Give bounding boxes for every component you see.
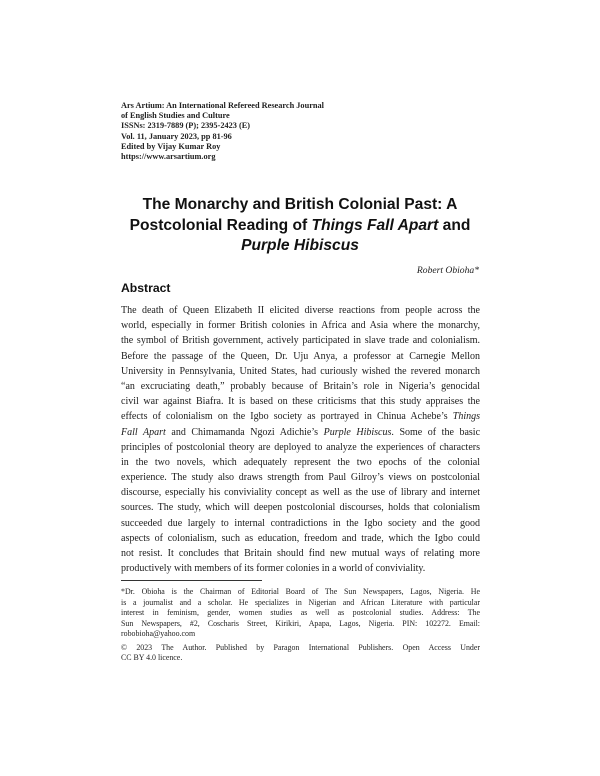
title-line-2 <box>60 216 540 237</box>
footnote-email[interactable]: robobioha@yahoo.com <box>121 629 196 638</box>
journal-volume: Vol. 11, January 2023, pp 81-96 <box>121 131 232 141</box>
journal-url[interactable]: https://www.arsartium.org <box>121 152 216 162</box>
abstract-line: aspects of colonialism, such as education, freedom and trade, which the Igbo could <box>121 532 480 544</box>
author-footnote <box>121 587 480 664</box>
abstract-line <box>121 409 480 424</box>
abstract-line: Before the passage of the Queen, Dr. Uju Anya, a professor at Carnegie Mellon <box>121 350 480 362</box>
footnote-line: is a journalist and a scholar. He specializes in Nigerian and African Literature with particular <box>121 597 480 607</box>
title-line-3 <box>60 236 540 257</box>
abstract-heading: Abstract <box>121 281 171 295</box>
novel-title: Purple Hibiscus <box>323 426 392 438</box>
abstract-line: The death of Queen Elizabeth II elicited diverse reactions from people across the <box>121 305 480 316</box>
abstract-line: in the two novels, which adequately represent the two epochs of the colonial <box>121 456 480 468</box>
abstract-line: the symbol of British government, actively participated in slave trade and colonialism. <box>121 335 480 347</box>
journal-issn: ISSNs: 2319-7889 (P); 2395-2423 (E) <box>121 121 251 131</box>
title-text: Postcolonial Reading of <box>129 216 312 234</box>
copyright-notice <box>121 643 480 664</box>
abstract-line: not resist. It concludes that Britain should find new mutual ways of relating more <box>121 548 480 559</box>
journal-header <box>121 101 481 162</box>
abstract-text: effects of colonialism on the Igbo society as portrayed in Chinua Achebe’s <box>121 411 453 423</box>
abstract-body <box>121 303 480 576</box>
title-novel-1: Things Fall Apart <box>311 216 439 234</box>
novel-title: Things <box>452 411 480 423</box>
author-name: Robert Obioha* <box>416 265 479 276</box>
abstract-line: experience. The study also draws strength from Paul Gilroy’s views on postcolonial <box>121 472 480 484</box>
footnote-line: *Dr. Obioha is the Chairman of Editorial Board of The Sun Newspapers, Lagos, Nigeria. He <box>121 587 480 596</box>
title-novel-2: Purple Hibiscus <box>241 237 359 254</box>
journal-name: Ars Artium: An International Refereed Research Journal <box>121 101 324 110</box>
abstract-line: discourse, especially his conviviality concept as well as the use of library and internet <box>121 487 480 499</box>
journal-editor: Edited by Vijay Kumar Roy <box>121 141 221 151</box>
copyright-line: © 2023 The Author. Published by Paragon International Publishers. Open Access Under <box>121 642 480 652</box>
journal-subtitle: of English Studies and Culture <box>121 111 230 121</box>
abstract-text: . Some of the basic <box>391 426 481 438</box>
abstract-line: sources. The study, which will deepen postcolonial discourses, holds that colonialism <box>121 502 480 514</box>
abstract-line <box>121 425 480 440</box>
title-text: and <box>438 216 471 234</box>
abstract-line: principles of postcolonial theory are deployed to analyze the experiences of characters <box>121 441 480 453</box>
abstract-line: “an excruciating death,” probably because of Britain’s role in Nigeria’s genocidal <box>121 380 480 392</box>
abstract-line: world, especially in former British colonies in Africa and Asia where the monarchy, <box>121 320 480 332</box>
abstract-line: productively with members of its former colonies in a world of conviviality. <box>121 563 426 575</box>
novel-title: Fall Apart <box>121 426 166 438</box>
abstract-line: succeeded due largely to internal contradictions in the Igbo society and the good <box>121 517 480 529</box>
footnote-line: interest in feminism, gender, women studies as well as postcolonial studies. Address: The <box>121 608 480 617</box>
abstract-line: civil war against Biafra. It is based on these criticisms that this study appraises the <box>121 396 480 408</box>
abstract-text: and Chimamanda Ngozi Adichie’s <box>165 426 324 438</box>
abstract-line: University in Pennsylvania, United States, had curiously wished the revered monarch <box>121 365 480 377</box>
paper-title <box>60 195 540 257</box>
footnote-divider <box>121 580 262 581</box>
footnote-line: Sun Newspapers, #2, Coscharis Street, Kirikiri, Apapa, Lagos, Nigeria. PIN: 102272. Email: <box>121 618 480 628</box>
title-line-1: The Monarchy and British Colonial Past: A <box>142 196 458 213</box>
license-line: CC BY 4.0 licence. <box>121 653 183 662</box>
